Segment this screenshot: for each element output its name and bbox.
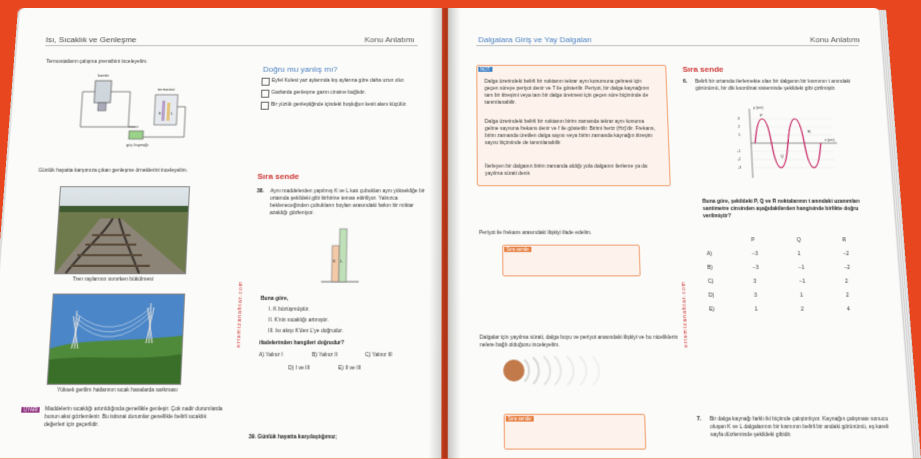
table-head-q: Q: [796, 236, 801, 244]
dogru-item-1: Eyfel Kulesi yaz aylarında kış aylarına göre daha uzun olur.: [271, 77, 405, 84]
ytick-neg1: -1: [737, 149, 741, 154]
q39-text: 39. Günlük hayatta karşılaştığımız;: [248, 433, 338, 441]
q38-ask: ifadelerinden hangileri doğrudur?: [259, 339, 345, 347]
table-row[interactable]: [708, 289, 863, 301]
wave-illustration: [501, 354, 619, 387]
right-header-title: Dalgalara Giriş ve Yay Dalgaları: [478, 35, 593, 45]
row-b-q: −1: [798, 264, 805, 271]
label-l: L: [170, 110, 174, 116]
wave-graph: [733, 101, 850, 182]
right-header-right: Konu Anlatımı: [809, 35, 861, 45]
row-c-p: 3: [753, 278, 757, 285]
periyot-sira-tag: Sıra sende: [504, 247, 531, 252]
ytick-2: 2: [737, 124, 741, 129]
table-head-r: R: [842, 236, 847, 244]
q38-number: 38.: [256, 188, 265, 195]
point-p: P: [759, 112, 763, 118]
dogru-checkbox-2[interactable]: [261, 90, 269, 98]
dogru-checkbox-3[interactable]: [261, 102, 269, 110]
row-b-p: −3: [752, 264, 759, 271]
q38-option-c[interactable]: C) Yalnız III: [365, 351, 393, 359]
row-c-r: 2: [844, 278, 849, 285]
label-kombi: kombi: [97, 72, 109, 78]
q38-bars-figure: [319, 225, 362, 286]
left-sira-title: Sıra sende: [257, 171, 300, 182]
row-d-label: D): [708, 291, 715, 299]
not-item-1: Dalga üzerindeki belirli bir noktanın tekrar aynı konumuna gelmesi için geçen süreye periyot denir ve T ile gösterilir. Periyot, bir dalga kaynağının tam bir titreşimi veya tam bir dalga üretmesi için geçen süre biçiminde de tanımlanabilir.: [484, 78, 650, 106]
photo2-caption: Yüksek gerilim hatlarının sıcak havalarda sarkması: [56, 387, 178, 394]
label-guc: güç kaynağı: [126, 142, 149, 148]
right-side-url: ertemizanahtar.com: [680, 280, 690, 348]
left-header-rule: [45, 45, 418, 46]
thermostat-caption: Termostatların çalışma prensibini inceleyelim.: [45, 58, 148, 65]
right-header-rule: [476, 45, 859, 46]
periyot-text: Periyot ile frekans arasındaki ilişkiyi ifade edelim.: [479, 229, 592, 237]
uyari-tag: UYARI: [21, 407, 40, 413]
q6-number: 6.: [682, 78, 688, 85]
table-head-p: P: [751, 236, 755, 244]
q6-text: Belirli bir ortamda ilerlemekte olan bir dalganın bir kısmının t anındaki görünümü, bir dik koordinat sisteminde şekildeki gibi çizilmiştir.: [695, 78, 851, 92]
powerline-photo: [47, 293, 186, 384]
row-b-r: −2: [843, 264, 851, 271]
graph-xlabel: x (cm): [824, 138, 835, 143]
page-edges: [878, 10, 921, 459]
q7-text: Bir dalga kaynağı farklı iki biçimde çalıştırılıyor. Kaynağın çalışması sonucu oluşan K ve L dalgalarının bir kısmının belirli bir andaki görünümü, eş kareli sayfa düzleminde şekildeki gibidir.: [709, 415, 890, 439]
row-d-r: 2: [845, 291, 850, 299]
table-row[interactable]: [708, 275, 862, 287]
left-header-title: Isı, Sıcaklık ve Genleşme: [45, 35, 137, 45]
uyari-text: Maddelerin sıcaklığı artırıldığında genellikle genleşir. Çok nadir durumlarda bunun aksi gözlemlenir. Bu istisnai durumlar genellikle belirli sıcaklık değerleri için geçerlidir.: [43, 405, 223, 429]
not-item-2: Dalga üzerindeki belirli bir noktanın birim zamanda tekrar aynı konuma gelme sayısına frekans denir ve f ile gösterilir. Birimi hertz (Hz)'dir. Frekans, birim zamanda üretilen dalga sayısı veya birim zamanda kaynağın titreşim sayısı biçiminde de tanımlanabilir.: [484, 118, 656, 147]
not-item-3: İlerleyen bir dalganın birim zamanda aldığı yola dalganın ilerleme ya da yayılma sürati denir.: [484, 163, 648, 177]
row-a-label: A): [706, 250, 713, 257]
q6-answer-table: [704, 232, 866, 317]
row-e-p: 1: [754, 305, 758, 313]
q38-option-a[interactable]: A) Yalnız I: [258, 351, 283, 359]
table-head-blank: [706, 234, 722, 246]
row-e-label: E): [709, 305, 715, 313]
left-header-right: Konu Anlatımı: [364, 35, 415, 45]
q7-number: 7.: [696, 415, 702, 423]
ytick-neg3: -3: [737, 165, 742, 170]
q38-item-3: III. Isı akışı K'den L'ye doğrudur.: [267, 327, 344, 335]
table-row[interactable]: [707, 248, 860, 260]
label-termostat: termostat: [157, 86, 175, 92]
row-d-p: 3: [753, 291, 758, 299]
open-book: [0, 8, 915, 459]
daily-caption: Günlük hayatta karşımıza çıkan genleşme örneklerini inceleyelim.: [38, 167, 188, 174]
table-row[interactable]: [707, 262, 861, 274]
q38-option-b[interactable]: B) Yalnız II: [311, 351, 338, 359]
label-k: K: [158, 110, 162, 116]
right-page: [448, 8, 915, 459]
table-row[interactable]: [709, 303, 864, 315]
q38-buna: Buna göre,: [260, 295, 289, 303]
row-e-r: 4: [846, 305, 851, 313]
ytick-1: 1: [738, 132, 741, 138]
row-d-q: 1: [799, 291, 804, 299]
row-a-p: −3: [751, 250, 759, 257]
row-c-q: −1: [798, 278, 806, 285]
dogru-checkbox-1[interactable]: [261, 78, 269, 86]
dalga-text: Dalgalar için yayılma sürati, dalga boyu ve periyot arasındaki ilişkiyi ve bu niceliklerin nelere bağlı olduğunu inceleyelim.: [479, 334, 679, 349]
table-header: [706, 234, 859, 246]
dogru-title: Doğru mu yanlış mı?: [262, 64, 338, 74]
rail-photo: [54, 186, 190, 274]
graph-ylabel: y (cm): [753, 105, 764, 110]
dogru-item-3: Bir yüzük genleştiğinde içindeki boşluğun kesit alanı küçülür.: [270, 101, 407, 108]
right-sira-title: Sıra sende: [682, 64, 724, 74]
thermostat-diagram: [71, 67, 198, 147]
row-c-label: C): [707, 278, 714, 285]
q38-option-d[interactable]: D) I ve III: [288, 365, 310, 372]
ytick-3: 3: [737, 116, 740, 121]
dalga-sira-tag: Sıra sende: [506, 416, 534, 422]
q38-item-2: II. K'nin sıcaklığı artmıştır.: [268, 317, 329, 324]
ytick-neg2: -2: [737, 157, 741, 162]
left-side-url: ertemizanahtar.com: [235, 280, 245, 348]
point-q: Q: [780, 153, 784, 159]
q38-bar-k-label: K: [332, 258, 336, 264]
row-e-q: 2: [800, 305, 804, 313]
row-a-r: −2: [842, 250, 850, 257]
q38-text: Aynı maddelerden yapılmış K ve L katı çubukları aynı yüksekliğe bir ortamda şekildeki gibi birbirine temas ettiriliyor. Yalnızca bekleneceğinden çubukların boyları arasındaki farkın bir miktar azaldığı gözleniyor.: [269, 188, 425, 217]
row-a-q: 1: [797, 250, 801, 257]
dogru-item-2: Gazlarda genleşme gazın cinsine bağlıdır.: [271, 89, 366, 96]
q38-bar-l-label: L: [340, 258, 343, 264]
not-tag: NOT: [478, 67, 492, 72]
q6-ask: Buna göre, şekildeki P, Q ve R noktalarının t anındaki uzanımları santimetre cinsinden aşağıdakilerden hangisinde birlikte doğru verilmiştir?: [702, 198, 860, 220]
q38-option-e[interactable]: E) II ve III: [338, 365, 362, 372]
photo1-caption: Tren raylarının ısınırken bükülmesi: [72, 276, 154, 283]
q38-item-1: I. K büzüşmüştür.: [268, 306, 310, 313]
point-r: R: [807, 128, 811, 135]
left-page: [0, 8, 442, 459]
row-b-label: B): [707, 264, 713, 271]
book-spine: [428, 8, 460, 459]
